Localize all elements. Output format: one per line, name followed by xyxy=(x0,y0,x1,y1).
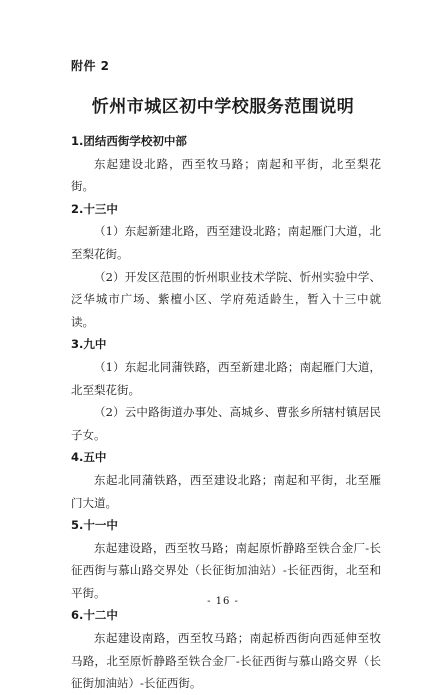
section-heading: 5.十一中 xyxy=(71,518,118,533)
document-body xyxy=(71,130,381,695)
attachment-label: 附件 2 xyxy=(71,59,110,73)
section-paragraph: 东起北同蒲铁路，西至建设北路；南起和平街，北至雁门大道。 xyxy=(71,472,381,510)
section-paragraph: （2）云中路街道办事处、高城乡、曹张乡所辖村镇居民子女。 xyxy=(71,405,381,442)
section-paragraph: （1）东起新建北路，西至建设北路；南起雁门大道，北至梨花街。 xyxy=(71,224,381,261)
section-heading: 1.团结西街学校初中部 xyxy=(71,134,187,148)
section-paragraph: 东起建设北路，西至牧马路；南起和平街，北至梨花街。 xyxy=(71,156,381,194)
section-heading: 6.十二中 xyxy=(71,608,118,623)
section-paragraph: 东起建设路，西至牧马路；南起原忻静路至铁合金厂-长征西街与慕山路交界处（长征街加油站）-长征西街，北至和平街。 xyxy=(71,540,381,600)
section-paragraph: 东起建设南路，西至牧马路；南起桥西街向西延伸至牧马路，北至原忻静路至铁合金厂-长征西街与慕山路交界（长征街加油站）-长征西街。 xyxy=(71,631,381,691)
section-paragraph: （2）开发区范围的忻州职业技术学院、忻州实验中学、泛华城市广场、紫檀小区、学府苑适龄生，暂入十三中就读。 xyxy=(71,269,381,329)
section-paragraph: （1）东起北同蒲铁路，西至新建北路；南起雁门大道，北至梨花街。 xyxy=(71,359,381,397)
section-heading: 4.五中 xyxy=(71,450,107,465)
section-heading: 2.十三中 xyxy=(71,201,118,216)
section-heading: 3.九中 xyxy=(71,337,107,352)
page-number: - 16 - xyxy=(207,596,239,607)
document-title: 忻州市城区初中学校服务范围说明 xyxy=(91,97,355,117)
